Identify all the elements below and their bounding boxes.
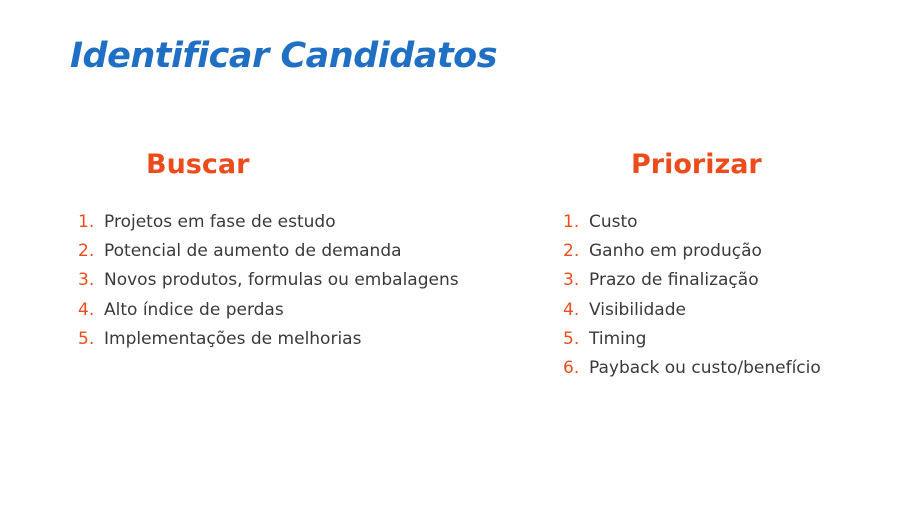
item-number: 4. — [563, 299, 580, 320]
list-item — [78, 241, 459, 270]
list-item — [563, 300, 821, 329]
buscar-list — [78, 212, 459, 358]
item-text: Novos produtos, formulas ou embalagens — [104, 270, 459, 291]
list-item — [563, 329, 821, 358]
list-item — [78, 329, 459, 358]
priorizar-heading: Priorizar — [631, 149, 762, 180]
item-text: Custo — [589, 212, 638, 232]
list-item — [563, 358, 821, 387]
item-number: 3. — [563, 270, 580, 291]
priorizar-column — [563, 148, 883, 378]
priorizar-list — [563, 212, 821, 387]
item-number: 1. — [78, 212, 95, 232]
item-text: Ganho em produção — [589, 241, 762, 262]
buscar-column — [78, 148, 498, 349]
item-number: 3. — [78, 270, 95, 291]
item-number: 5. — [563, 328, 580, 349]
list-item — [563, 212, 821, 241]
list-item — [563, 241, 821, 270]
item-number: 4. — [78, 299, 95, 320]
item-number: 1. — [563, 212, 580, 232]
list-item — [78, 212, 459, 241]
list-item — [78, 270, 459, 299]
item-text: Timing — [589, 328, 647, 349]
list-item — [563, 270, 821, 299]
list-item — [78, 300, 459, 329]
item-number: 2. — [563, 241, 580, 262]
item-text: Alto índice de perdas — [104, 299, 284, 320]
buscar-heading: Buscar — [146, 149, 250, 180]
item-text: Visibilidade — [589, 299, 686, 320]
item-text: Payback ou custo/benefício — [589, 357, 821, 378]
item-text: Implementações de melhorias — [104, 328, 362, 349]
item-number: 6. — [563, 357, 580, 378]
item-number: 5. — [78, 328, 95, 349]
item-text: Projetos em fase de estudo — [104, 212, 336, 232]
item-text: Potencial de aumento de demanda — [104, 241, 402, 262]
item-number: 2. — [78, 241, 95, 262]
item-text: Prazo de finalização — [589, 270, 759, 291]
slide-title: Identificar Candidatos — [70, 36, 498, 76]
